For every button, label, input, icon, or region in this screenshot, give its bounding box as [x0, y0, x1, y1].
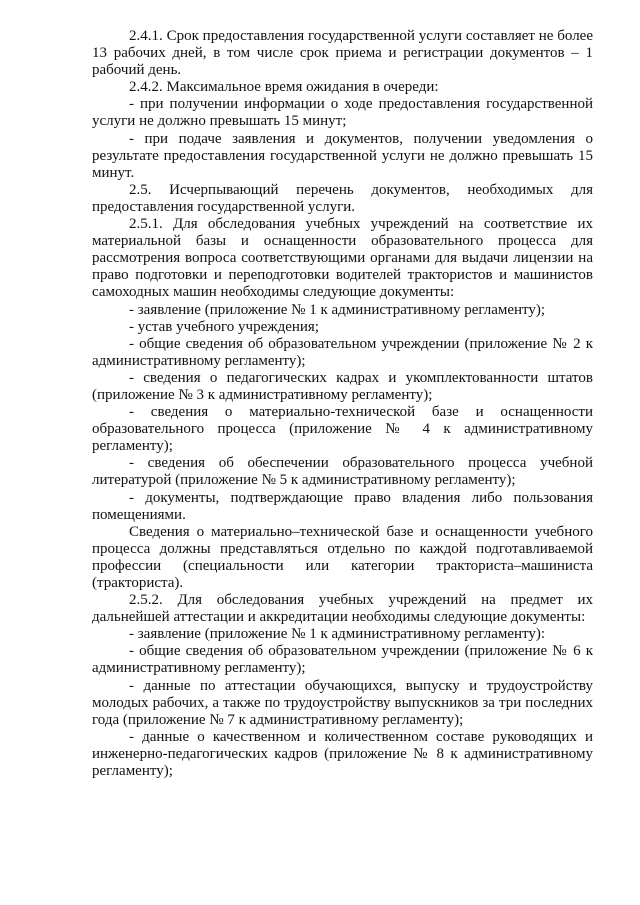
list-item-staff-composition: - данные о качественном и количественном составе руководящих и инженерно-педагогических кадров (приложение № 8 к административному регламенту); — [92, 728, 593, 780]
list-item-general-info: - общие сведения об образовательном учреждении (приложение № 2 к административному регламенту); — [92, 335, 593, 369]
paragraph-2-5: 2.5. Исчерпывающий перечень документов, необходимых для предоставления государственной услуги. — [92, 181, 593, 215]
list-item-queue-info: - при получении информации о ходе предоставления государственной услуги не должно превышать 15 минут; — [92, 96, 593, 130]
list-item-staff-info: - сведения о педагогических кадрах и укомплектованности штатов (приложение № 3 к административному регламенту); — [92, 369, 593, 403]
list-item-queue-application: - при подаче заявления и документов, получении уведомления о результате предоставления государственной услуги не должно превышать 15 минут. — [92, 130, 593, 181]
list-item-general-info-2: - общие сведения об образовательном учреждении (приложение № 6 к административному регламенту); — [92, 643, 593, 677]
list-item-charter: - устав учебного учреждения; — [129, 318, 319, 335]
paragraph-2-4-1: 2.4.1. Срок предоставления государственной услуги составляет не более 13 рабочих дней, в том числе срок приема и регистрации документов – 1 рабочий день. — [92, 28, 593, 79]
list-item-material-base: - сведения о материально-технической базе и оснащенности образовательного процесса (приложение № 4 к административному регламенту); — [92, 404, 593, 455]
list-item-attestation-data: - данные по аттестации обучающихся, выпуску и трудоустройству молодых рабочих, а также по трудоустройству выпускников за три последних года (приложение № 7 к административному регламенту); — [92, 677, 593, 728]
list-item-literature: - сведения об обеспечении образовательного процесса учебной литературой (приложение № 5 к административному регламенту); — [92, 455, 593, 489]
paragraph-2-4-2: 2.4.2. Максимальное время ожидания в очереди: — [129, 79, 439, 96]
paragraph-material-note: Сведения о материально–технической базе и оснащенности учебного процесса должны представляться отдельно по каждой подготавливаемой профессии (специальности или категории тракториста–машиниста (тракториста). — [92, 523, 593, 591]
list-item-application-2: - заявление (приложение № 1 к административному регламенту): — [129, 626, 546, 643]
list-item-application: - заявление (приложение № 1 к административному регламенту); — [129, 301, 546, 318]
list-item-premises: - документы, подтверждающие право владения либо пользования помещениями. — [92, 489, 593, 523]
paragraph-2-5-1: 2.5.1. Для обследования учебных учреждений на соответствие их материальной базы и оснащенности образовательного процесса для рассмотрения вопроса соответствующими органами для выдачи лицензии на право подготовки и переподготовки водителей трактористов и машинистов самоходных машин необходимы следующие документы: — [92, 216, 593, 301]
paragraph-2-5-2: 2.5.2. Для обследования учебных учреждений на предмет их дальнейшей аттестации и аккредитации необходимы следующие документы: — [92, 592, 593, 626]
document-body — [92, 28, 593, 780]
